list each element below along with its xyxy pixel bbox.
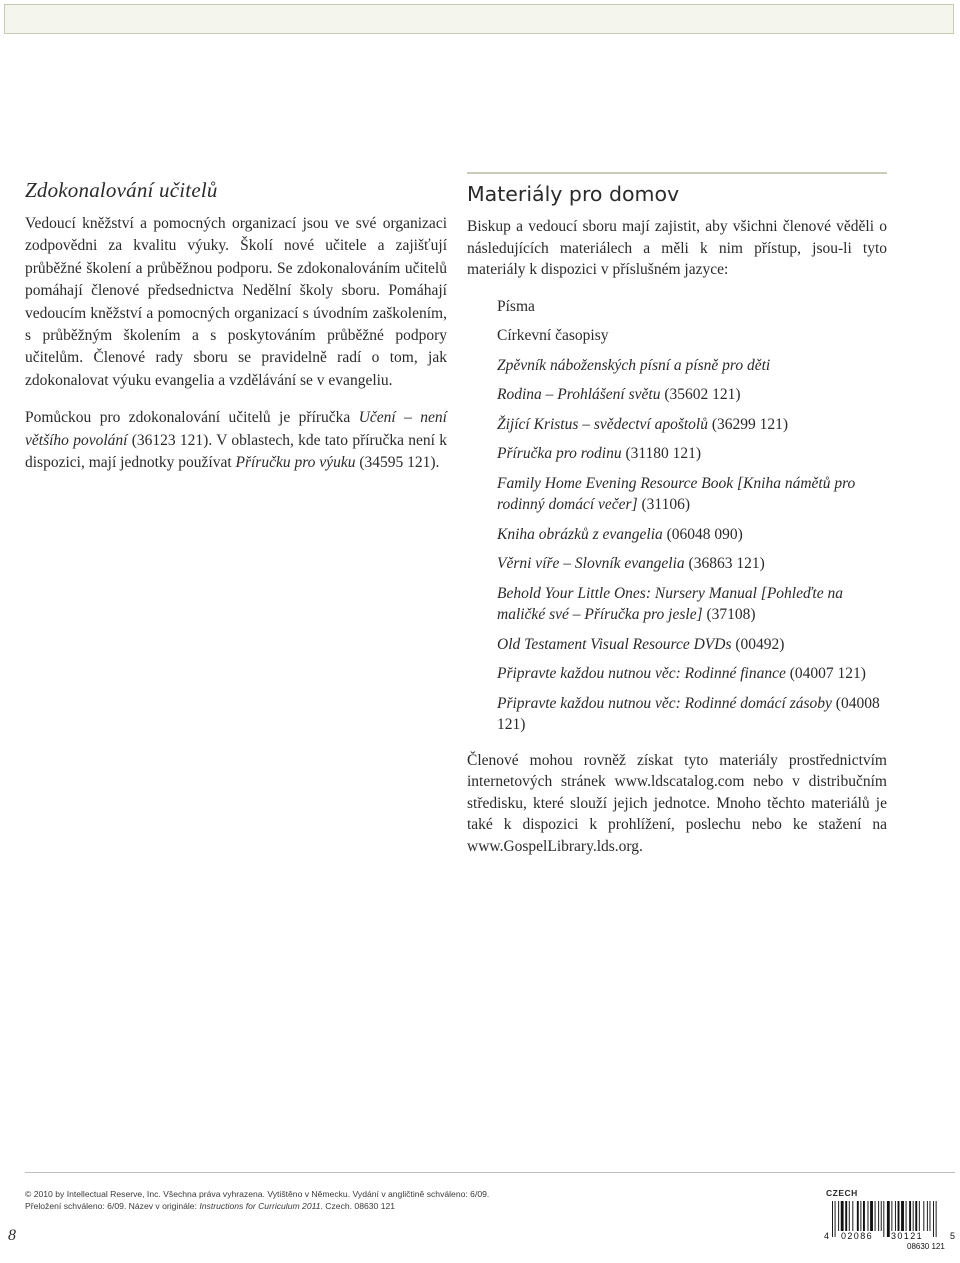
- barcode-bar: [838, 1201, 839, 1231]
- material-item: Rodina – Prohlášení světu (35602 121): [497, 386, 741, 403]
- paragraph-materials-intro: Biskup a vedoucí sboru mají zajistit, aby všichni členové věděli o následujících materiálech a měli k nim přístup, jsou-li tyto materiály k dispozici v příslušném jazyce:: [467, 218, 887, 278]
- barcode-bar: [868, 1201, 869, 1231]
- barcode-bar: [887, 1201, 890, 1237]
- material-item: Připravte každou nutnou věc: Rodinné domácí zásoby (04008 121): [497, 694, 880, 733]
- material-item: Kniha obrázků z evangelia (06048 090): [497, 525, 743, 543]
- barcode-bar: [845, 1201, 847, 1231]
- barcode-bar: [895, 1201, 896, 1231]
- barcode-bar: [906, 1201, 907, 1231]
- copyright-notice: [25, 1188, 585, 1212]
- barcode-code: 08630 121: [907, 1242, 945, 1251]
- barcode-digit-right: 5: [950, 1231, 956, 1241]
- barcode-image: [824, 1201, 958, 1251]
- material-item: Věrni víře – Slovník evangelia (36863 121): [497, 555, 765, 572]
- material-item: Behold Your Little Ones: Nursery Manual [Pohleďte na maličké své – Příručka pro jesle] (37108): [497, 584, 843, 623]
- barcode-bar: [849, 1201, 850, 1231]
- material-item: Příručka pro rodinu (31180 121): [497, 445, 702, 462]
- left-column: [25, 178, 447, 489]
- barcode-bar: [898, 1201, 900, 1231]
- material-item: Připravte každou nutnou věc: Rodinné finance (04007 121): [497, 665, 866, 682]
- barcode-bar: [860, 1201, 861, 1231]
- top-banner: [4, 4, 954, 34]
- barcode-bar: [857, 1201, 859, 1231]
- paragraph-teacher-improvement: Vedoucí kněžství a pomocných organizací jsou ve své organizaci zodpovědni za kvalitu výuky. Školí nové učitele a zajišťují průběžné školení a průběžnou podporu. Se zdokonalováním učitelů pomáhají členové předsednictva Nedělní školy sboru. Pomáhají vedoucím kněžství a pomocných organizací s úvodním zaškolením, s průběžným školením a s poskytováním průběžné podpory učitelům. Členové rady sboru se pravidelně radí o tom, jak zdokonalovat výuku evangelia a vzdělávání se v evangeliu.: [25, 215, 447, 389]
- barcode-bar: [923, 1201, 924, 1231]
- barcode-bar: [891, 1201, 892, 1231]
- material-item: Zpěvník náboženských písní a písně pro děti: [497, 356, 771, 374]
- barcode-bar: [883, 1201, 884, 1237]
- paragraph-materials-closing: Členové mohou rovněž získat tyto materiály prostřednictvím internetových stránek www.ldscatalog.com nebo v distribučním středisku, které slouží jejich jednotce. Mnoho těchto materiálů je také k dispozici k prohlížení, poslechu nebo ke stažení na www.GospelLibrary.lds.org.: [467, 751, 887, 855]
- barcode-bar: [909, 1201, 911, 1231]
- section-rule: [467, 172, 887, 174]
- copyright-line-2: Přeložení schváleno: 6/09. Název v originále: Instructions for Curriculum 2011. Czech. 08630 121: [25, 1201, 396, 1211]
- barcode-bar: [919, 1201, 920, 1231]
- barcode-bar: [832, 1201, 833, 1237]
- barcode-digits-mid2: 30121: [891, 1231, 924, 1241]
- language-label: CZECH: [826, 1188, 858, 1198]
- material-item: Žijící Kristus – svědectví apoštolů (36299 121): [497, 415, 789, 433]
- barcode-bar: [878, 1201, 879, 1231]
- material-item: Family Home Evening Resource Book [Kniha námětů pro rodinný domácí večer] (31106): [497, 474, 856, 513]
- barcode-bar: [936, 1201, 937, 1237]
- right-column: [467, 172, 887, 872]
- material-item: Církevní časopisy: [497, 327, 609, 344]
- footer-rule: [25, 1172, 955, 1173]
- material-item: Old Testament Visual Resource DVDs (00492): [497, 635, 785, 653]
- barcode-bar: [875, 1201, 876, 1231]
- barcode-digit-left: 4: [824, 1231, 830, 1241]
- barcode-bar: [930, 1201, 931, 1231]
- paragraph-teaching-resource: Pomůckou pro zdokonalování učitelů je příručka Učení – není většího povolání (36123 121). V oblastech, kde tato příručka není k dispozici, mají jednotky používat Příručku pro výuku (34595 121).: [25, 409, 447, 472]
- barcode-bar: [927, 1201, 928, 1231]
- barcode-bar: [870, 1201, 873, 1231]
- material-item: Písma: [497, 297, 535, 315]
- barcode-bar: [913, 1201, 914, 1231]
- barcode-digits-mid: 02086: [841, 1231, 874, 1241]
- copyright-line-1: © 2010 by Intellectual Reserve, Inc. Všechna práva vyhrazena. Vytištěno v Německu. Vydání v angličtině schváleno: 6/09.: [25, 1189, 490, 1199]
- barcode-bar: [852, 1201, 853, 1231]
- barcode-bar: [915, 1201, 917, 1231]
- materials-list: [467, 296, 887, 736]
- barcode-bar: [933, 1201, 934, 1237]
- barcode-bar: [841, 1201, 844, 1231]
- section-heading-home-materials: Materiály pro domov: [467, 182, 680, 206]
- barcode-bar: [901, 1201, 904, 1231]
- page-number: 8: [8, 1227, 16, 1244]
- barcode-bar: [863, 1201, 865, 1231]
- barcode-bar: [881, 1201, 882, 1231]
- section-heading-teacher-improvement: Zdokonalování učitelů: [25, 178, 218, 202]
- barcode-bar: [835, 1201, 836, 1237]
